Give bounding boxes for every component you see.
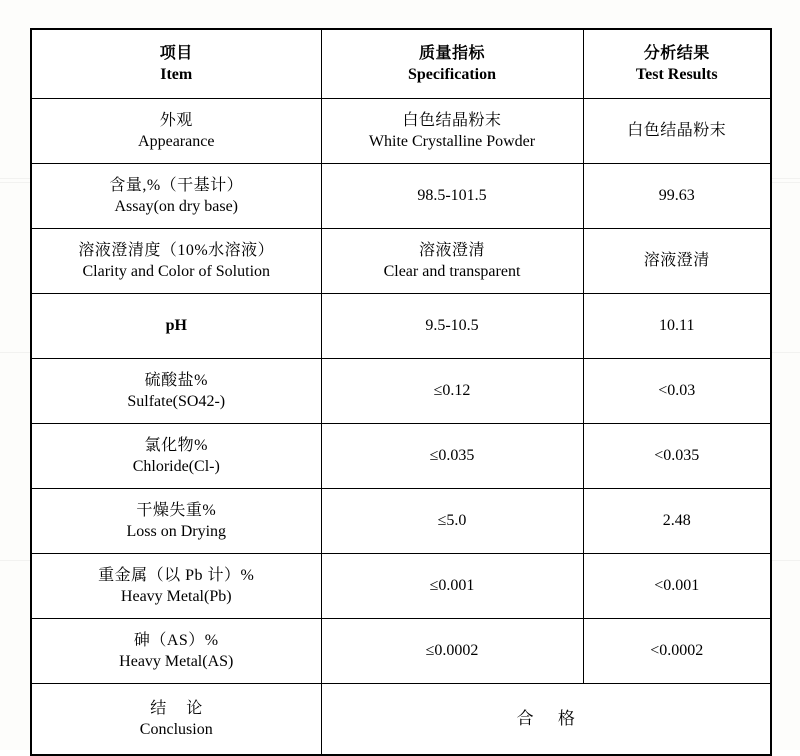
cell-item <box>31 424 321 489</box>
conclusion-label-en: Conclusion <box>139 721 213 738</box>
cell-item <box>31 294 321 359</box>
coa-table-container <box>30 28 770 756</box>
cell-specification <box>321 619 583 684</box>
item-cn: 干燥失重% <box>136 501 217 519</box>
item-cn: 重金属（以 Pb 计）% <box>98 566 255 584</box>
table-row <box>31 229 771 294</box>
result-cn: 白色结晶粉末 <box>627 122 727 140</box>
cell-specification <box>321 359 583 424</box>
cell-conclusion-value <box>321 684 771 756</box>
cell-item <box>31 554 321 619</box>
table-row <box>31 424 771 489</box>
cell-item <box>31 229 321 294</box>
header-spec-en: Specification <box>408 66 496 83</box>
spec-value: 9.5-10.5 <box>425 317 479 335</box>
spec-en: Clear and transparent <box>383 263 521 280</box>
spec-en: White Crystalline Powder <box>368 133 536 150</box>
table-row <box>31 554 771 619</box>
item-en: Assay(on dry base) <box>114 198 239 215</box>
item-cn: 外观 <box>159 111 193 129</box>
result-cn: 溶液澄清 <box>643 252 710 270</box>
cell-specification <box>321 424 583 489</box>
conclusion-label-cn: 结 论 <box>150 699 211 717</box>
item-en: pH <box>165 317 187 335</box>
item-en: Chloride(Cl-) <box>132 458 220 475</box>
cell-specification <box>321 294 583 359</box>
cell-specification <box>321 489 583 554</box>
cell-specification <box>321 164 583 229</box>
item-en: Clarity and Color of Solution <box>82 263 271 280</box>
spec-value: 98.5-101.5 <box>417 187 487 205</box>
table-row <box>31 359 771 424</box>
header-result-en: Test Results <box>635 66 718 83</box>
cell-item <box>31 99 321 164</box>
spec-value: ≤0.0002 <box>425 642 479 660</box>
cell-test-result <box>583 294 771 359</box>
cell-test-result <box>583 619 771 684</box>
cell-item <box>31 489 321 554</box>
result-value: 10.11 <box>659 317 695 335</box>
spec-value: ≤5.0 <box>437 512 467 530</box>
result-value: <0.0002 <box>650 642 704 660</box>
item-cn: 含量,%（干基计） <box>109 176 244 194</box>
result-value: 99.63 <box>658 187 695 205</box>
conclusion-value-cn: 合 格 <box>516 708 585 728</box>
item-cn: 硫酸盐% <box>144 371 208 389</box>
header-row <box>31 29 771 99</box>
result-value: <0.03 <box>658 382 696 400</box>
header-cell-item <box>31 29 321 99</box>
item-en: Appearance <box>138 133 215 150</box>
item-en: Heavy Metal(AS) <box>119 653 234 670</box>
cell-test-result <box>583 99 771 164</box>
item-cn: 溶液澄清度（10%水溶液） <box>78 241 275 259</box>
item-cn: 砷（AS）% <box>133 631 219 649</box>
cell-specification <box>321 229 583 294</box>
header-cell-test-results <box>583 29 771 99</box>
cell-test-result <box>583 229 771 294</box>
spec-value: ≤0.035 <box>429 447 475 465</box>
certificate-of-analysis-table <box>30 28 772 756</box>
cell-test-result <box>583 359 771 424</box>
result-value: 2.48 <box>662 512 691 530</box>
table-header <box>31 29 771 99</box>
cell-item <box>31 619 321 684</box>
spec-value: ≤0.001 <box>429 577 475 595</box>
spec-value: ≤0.12 <box>433 382 471 400</box>
table-body <box>31 99 771 756</box>
cell-test-result <box>583 554 771 619</box>
item-en: Sulfate(SO42-) <box>127 393 226 410</box>
item-cn: 氯化物% <box>144 436 208 454</box>
table-row <box>31 489 771 554</box>
spec-cn: 白色结晶粉末 <box>402 111 502 129</box>
table-row <box>31 99 771 164</box>
cell-item <box>31 359 321 424</box>
cell-conclusion-label <box>31 684 321 756</box>
spec-cn: 溶液澄清 <box>418 241 485 259</box>
header-item-cn: 项目 <box>159 44 193 62</box>
item-en: Loss on Drying <box>126 523 227 540</box>
header-spec-cn: 质量指标 <box>418 44 485 62</box>
result-value: <0.001 <box>654 577 700 595</box>
cell-test-result <box>583 424 771 489</box>
cell-item <box>31 164 321 229</box>
result-value: <0.035 <box>654 447 700 465</box>
table-row <box>31 294 771 359</box>
header-result-cn: 分析结果 <box>643 44 710 62</box>
cell-test-result <box>583 164 771 229</box>
table-row <box>31 164 771 229</box>
header-cell-specification <box>321 29 583 99</box>
cell-test-result <box>583 489 771 554</box>
table-row <box>31 619 771 684</box>
cell-specification <box>321 554 583 619</box>
header-item-en: Item <box>160 66 193 83</box>
conclusion-row <box>31 684 771 756</box>
item-en: Heavy Metal(Pb) <box>120 588 232 605</box>
cell-specification <box>321 99 583 164</box>
